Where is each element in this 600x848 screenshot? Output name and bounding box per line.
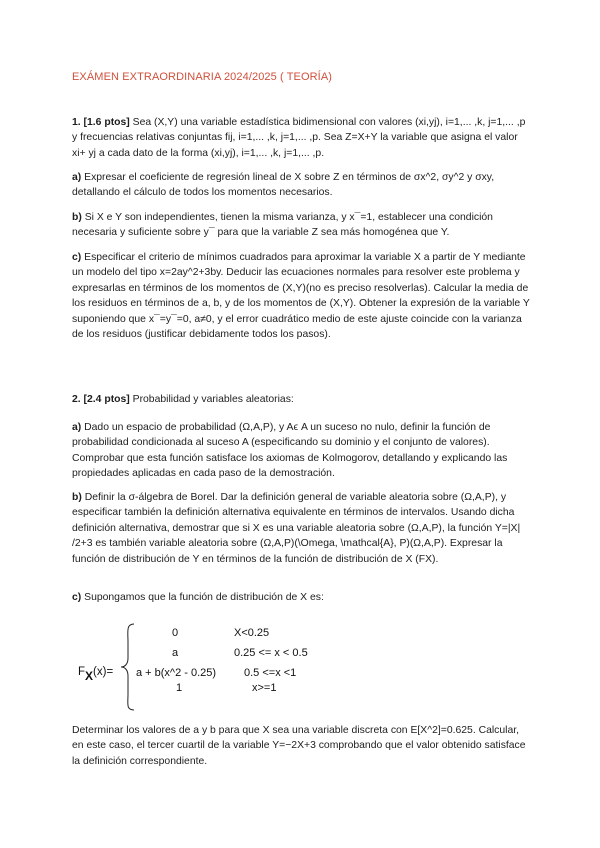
formula-row-4-cond: x>=1	[252, 682, 277, 694]
exam-title: EXÁMEN EXTRAORDINARIA 2024/2025 ( TEORÍA)	[72, 71, 333, 83]
q2-c-text: Supongamos que la función de distribución de X es:	[81, 592, 324, 603]
formula-row-3-value: a + b(x^2 - 0.25)	[136, 667, 217, 679]
q2-b-label: b)	[72, 492, 82, 503]
formula-row-1-cond: X<0.25	[234, 627, 270, 639]
q1-part-a	[72, 170, 532, 201]
q2-heading: 2. [2.4 ptos]	[72, 394, 130, 405]
q2-part-a	[72, 420, 532, 482]
q1-part-c	[72, 250, 532, 342]
q2-b-text: Definir la σ-álgebra de Borel. Dar la definición general de variable aleatoria sobre (Ω,A,P), y especificar también la definición alternativa equivalente en términos de intervalos. Usando dicha definición alternativa, demostrar que si X es una variable aleatoria sobre (Ω,A,P), la función Y=|X| /2+3 es también variable aleatoria sobre (Ω,A,P)(\Omega, \mathcal{A}, P)(Ω,A,P). Expresar la función de distribución de Y en términos de la función de distribución de X (FX).	[72, 492, 521, 565]
q2-intro-text: Probabilidad y variables aleatorias:	[129, 394, 294, 405]
formula-label-f: F	[78, 666, 86, 678]
q1-c-text: Especificar el criterio de mínimos cuadrados para aproximar la variable X a partir de Y mediante un modelo del tipo x=2ay^2+3by. Deducir las ecuaciones normales para resolver este problema y expresarlas en términos de los momentos de (X,Y)(no es preciso resolverlas). Calcular la media de los residuos en términos de a, b, y de los momentos de (X,Y). Obtener la expresión de la variable Y suponiendo que x¯=y¯=0, a≠0, y el error cuadrático medio de este ajuste coincide con la varianza de los residuos (justificar debidamente todos los pasos).	[72, 252, 530, 341]
formula-row-2-value: a	[172, 647, 179, 659]
q1-b-text: Si X e Y son independientes, tienen la misma varianza, y x¯=1, establecer una condición necesaria y suficiente sobre y¯ para que la variable Z sea más homogénea que Y.	[72, 212, 493, 239]
q2-c-label: c)	[72, 592, 82, 603]
q2-a-text: Dado un espacio de probabilidad (Ω,A,P), y Aϵ A un suceso no nulo, definir la función de probabilidad condicionada al suceso A (especificando su dominio y el conjunto de valores). Comprobar que esta función satisface los axiomas de Kolmogorov, detallando y explicando las propiedades aplicadas en cada paso de la demostración.	[72, 422, 508, 480]
formula-label-rest: (x)=	[93, 666, 114, 678]
q2-part-c	[72, 590, 532, 605]
q1-b-label: b)	[72, 212, 82, 223]
q2-a-label: a)	[72, 422, 82, 433]
formula-row-4-value: 1	[176, 682, 183, 694]
q2-after-formula: Determinar los valores de a y b para que X sea una variable discreta con E[X^2]=0.625. Calcular, en este caso, el tercer cuartil de la variable Y=−2X+3 comprobando que el valor obtenido satisface la definición correspondiente.	[72, 725, 526, 767]
formula-row-1-value: 0	[172, 627, 179, 639]
formula-label-sub: X	[85, 669, 94, 683]
formula-label	[78, 664, 114, 683]
q1-part-b	[72, 210, 532, 241]
q1-intro	[72, 115, 532, 161]
q2-intro	[72, 392, 532, 407]
q1-heading: 1. [1.6 ptos]	[72, 117, 130, 128]
q1-intro-text: Sea (X,Y) una variable estadística bidimensional con valores (xi,yj), i=1,... ,k, j=1,... ,p y frecuencias relativas conjuntas fij, i=1,... ,k, j=1,... ,p. Sea Z=X+Y la variable que asigna el valor xi+ yj a cada dato de la forma (xi,yj), i=1,... ,k, j=1,... ,p.	[72, 117, 526, 159]
distribution-formula	[72, 622, 472, 712]
formula-row-3-cond: 0.5 <=x <1	[244, 667, 297, 679]
formula-row-2-cond: 0.25 <= x < 0.5	[234, 647, 308, 659]
q1-a-label: a)	[72, 172, 82, 183]
q2-part-b	[72, 490, 532, 567]
q1-a-text: Expresar el coeficiente de regresión lineal de X sobre Z en términos de σx^2, σy^2 y σxy, detallando el cálculo de todos los momentos necesarios.	[72, 172, 495, 199]
q1-c-label: c)	[72, 252, 82, 263]
